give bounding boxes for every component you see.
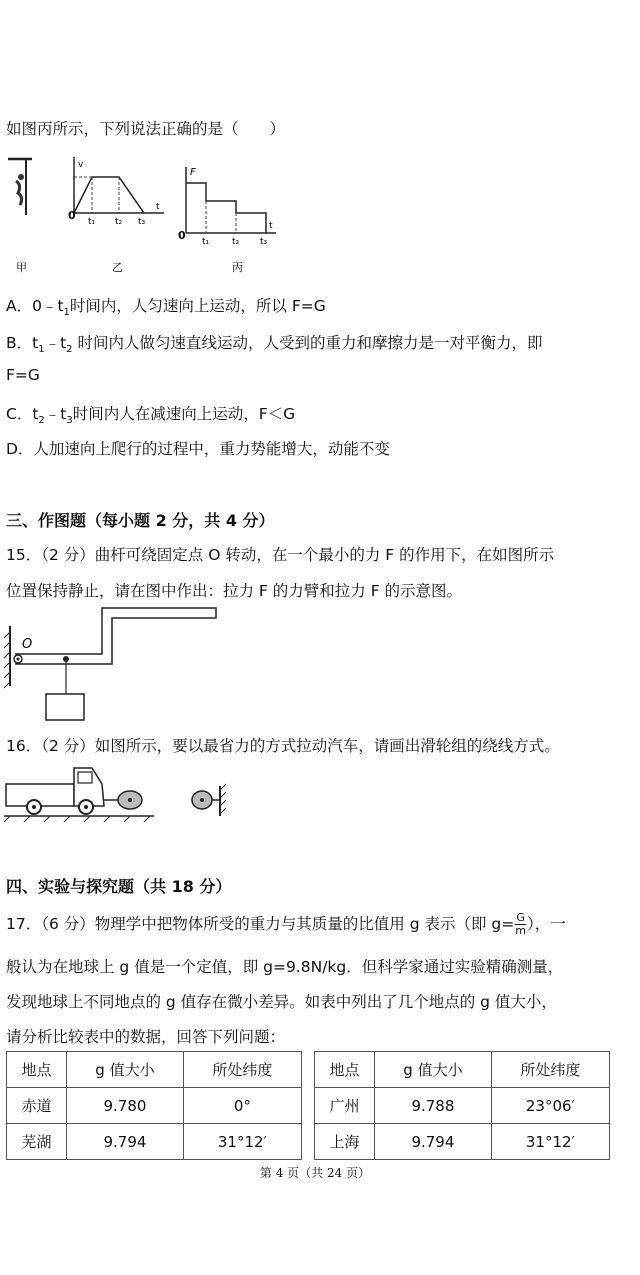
table-row: [7, 1088, 610, 1124]
fig14-v-label: v: [78, 160, 84, 170]
option-a: A．$0﹣t_1$时间内，人匀速向上运动，所以 F=G: [6, 297, 326, 319]
fig16-truck-pulley-diagram: [4, 764, 234, 826]
fig14-ft-graph: [186, 167, 276, 233]
q17-line2: 般认为在地球上 g 值是一个定值，即 g=9.8N/kg．但科学家通过实验精确测量，: [6, 958, 564, 976]
table-gap: [301, 1088, 314, 1124]
fig14-t-label-bing: t: [269, 221, 273, 231]
fig14-vt-graph: [74, 157, 164, 213]
table-cell: 9.794: [375, 1124, 492, 1160]
table-cell: 9.780: [67, 1088, 184, 1124]
table-cell: 23°06′: [491, 1088, 609, 1124]
fig14-zero-bing: 0: [178, 229, 186, 242]
table-cell: 芜湖: [7, 1124, 67, 1160]
table-cell: 上海: [314, 1124, 374, 1160]
fig14-diagrams: [4, 155, 304, 280]
table-cell: 赤道: [7, 1088, 67, 1124]
table-cell: 9.794: [67, 1124, 184, 1160]
table-header-row: [7, 1052, 610, 1088]
q17-fraction: $\frac{G}{m}$: [515, 911, 526, 937]
fig14-label-jia: 甲: [16, 261, 27, 274]
table-row: [7, 1124, 610, 1160]
q17-line4: 请分析比较表中的数据，回答下列问题：: [6, 1028, 286, 1046]
fig14-zero-yi: 0: [68, 209, 76, 222]
section-3-title: 三、作图题（每小题 2 分，共 4 分）: [6, 511, 275, 530]
section-4-title: 四、实验与探究题（共 18 分）: [6, 877, 232, 896]
fig14-t1-bing: t₁: [202, 237, 210, 247]
q17-line1: 17．（6 分）物理学中把物体所受的重力与其质量的比值用 g 表示（即 g= $\frac{G}{m}$ ），一: [6, 911, 566, 937]
fig14-t3-bing: t₃: [260, 237, 268, 247]
q16-text: 16．（2 分）如图所示，要以最省力的方式拉动汽车，请画出滑轮组的绕线方式。: [6, 737, 560, 755]
table-header-cell: g 值大小: [67, 1052, 184, 1088]
option-b: B．$t_1﹣t_2$ 时间内人做匀速直线运动，人受到的重力和摩擦力是一对平衡力，即: [6, 334, 543, 356]
q14-stem: 如图丙所示，下列说法正确的是（ ）: [6, 120, 286, 138]
fig14-label-bing: 丙: [232, 261, 243, 274]
fig15-lever-diagram: [4, 606, 224, 724]
table-gap: [301, 1124, 314, 1160]
option-b-line2: F=G: [6, 366, 40, 384]
table-cell: 31°12′: [491, 1124, 609, 1160]
fig14-t2-yi: t₂: [115, 217, 123, 227]
table-cell: 31°12′: [183, 1124, 301, 1160]
option-c: C．$t_2﹣t_3$时间内人在减速向上运动，F＜G: [6, 405, 296, 427]
fig15-pivot-label: O: [22, 637, 33, 652]
page-footer: 第 4 页（共 24 页）: [259, 1166, 371, 1180]
table-cell: 9.788: [375, 1088, 492, 1124]
g-value-table: [6, 1051, 610, 1160]
fig14-label-yi: 乙: [112, 261, 123, 274]
table-header-cell: 地点: [7, 1052, 67, 1088]
table-header-cell: 所处纬度: [491, 1052, 609, 1088]
fig14-person-on-pole: [8, 159, 32, 215]
option-d: D．人加速向上爬行的过程中，重力势能增大，动能不变: [6, 440, 390, 458]
fig14-t1-yi: t₁: [88, 217, 96, 227]
q17-line3: 发现地球上不同地点的 g 值存在微小差异。如表中列出了几个地点的 g 值大小，: [6, 993, 557, 1011]
fig14-t-label-yi: t: [156, 202, 160, 212]
fig14-t3-yi: t₃: [138, 217, 146, 227]
table-cell: 0°: [183, 1088, 301, 1124]
table-header-cell: 地点: [314, 1052, 374, 1088]
table-header-cell: 所处纬度: [183, 1052, 301, 1088]
table-header-cell: g 值大小: [375, 1052, 492, 1088]
table-cell: 广州: [314, 1088, 374, 1124]
fig14-F-label: F: [190, 167, 196, 178]
q15-line1: 15．（2 分）曲杆可绕固定点 O 转动，在一个最小的力 F 的作用下，在如图所示: [6, 546, 555, 564]
fig14-t2-bing: t₂: [232, 237, 240, 247]
q15-line2: 位置保持静止，请在图中作出：拉力 F 的力臂和拉力 F 的示意图。: [6, 582, 463, 600]
table-gap: [301, 1052, 314, 1088]
